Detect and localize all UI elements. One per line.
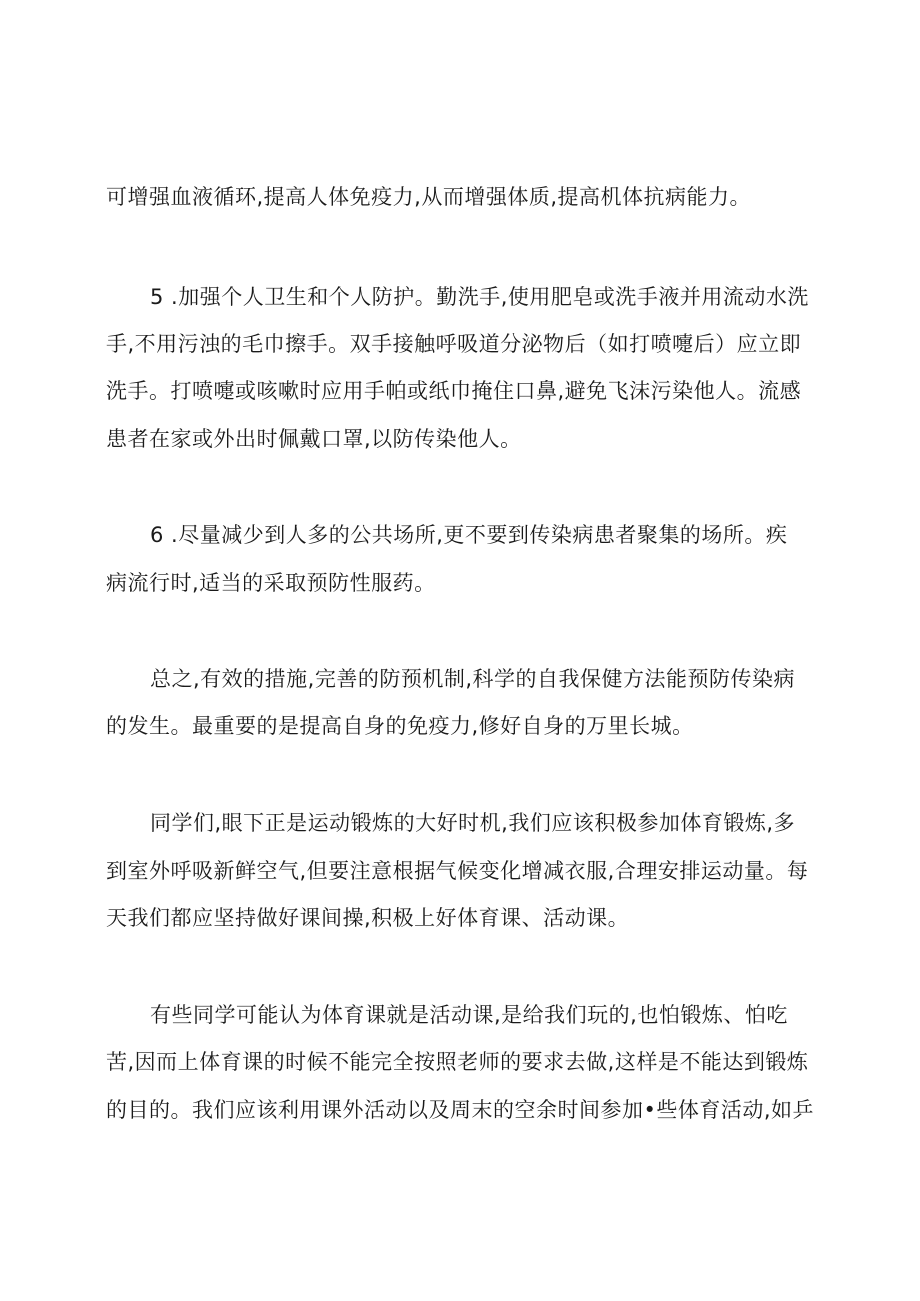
text-line: 总之,有效的措施,完善的防预机制,科学的自我保健方法能预防传染病 bbox=[150, 667, 796, 691]
text-line: 有些同学可能认为体育课就是活动课,是给我们玩的,也怕锻炼、怕吃 bbox=[150, 1003, 788, 1027]
text-line: 的目的。我们应该利用课外活动以及周末的空余时间参加•些体育活动,如乒 bbox=[106, 1098, 815, 1122]
text-line: 天我们都应坚持做好课间操,积极上好体育课、活动课。 bbox=[106, 906, 630, 930]
text-line: 同学们,眼下正是运动锻炼的大好时机,我们应该积极参加体育锻炼,多 bbox=[150, 811, 796, 835]
text-line: 洗手。打喷嚏或咳嗽时应用手帕或纸巾掩住口鼻,避免飞沫污染他人。流感 bbox=[106, 379, 802, 403]
text-line: 可增强血液循环,提高人体免疫力,从而增强体质,提高机体抗病能力。 bbox=[106, 185, 752, 209]
text-line: 的发生。最重要的是提高自身的免疫力,修好自身的万里长城。 bbox=[106, 714, 694, 738]
text-line: 5 .加强个人卫生和个人防护。勤洗手,使用肥皂或洗手液并用流动水洗 bbox=[150, 285, 809, 309]
text-line: 手,不用污浊的毛巾擦手。双手接触呼吸道分泌物后（如打喷嚏后）应立即 bbox=[106, 332, 802, 356]
text-line: 患者在家或外出时佩戴口罩,以防传染他人。 bbox=[106, 427, 522, 451]
text-line: 到室外呼吸新鲜空气,但要注意根据气候变化增减衣服,合理安排运动量。每 bbox=[106, 859, 809, 883]
text-line: 苦,因而上体育课的时候不能完全按照老师的要求去做,这样是不能达到锻炼 bbox=[106, 1050, 809, 1074]
text-line: 病流行时,适当的采取预防性服药。 bbox=[106, 571, 436, 595]
text-line: 6 .尽量减少到人多的公共场所,更不要到传染病患者聚集的场所。疾 bbox=[150, 523, 788, 547]
